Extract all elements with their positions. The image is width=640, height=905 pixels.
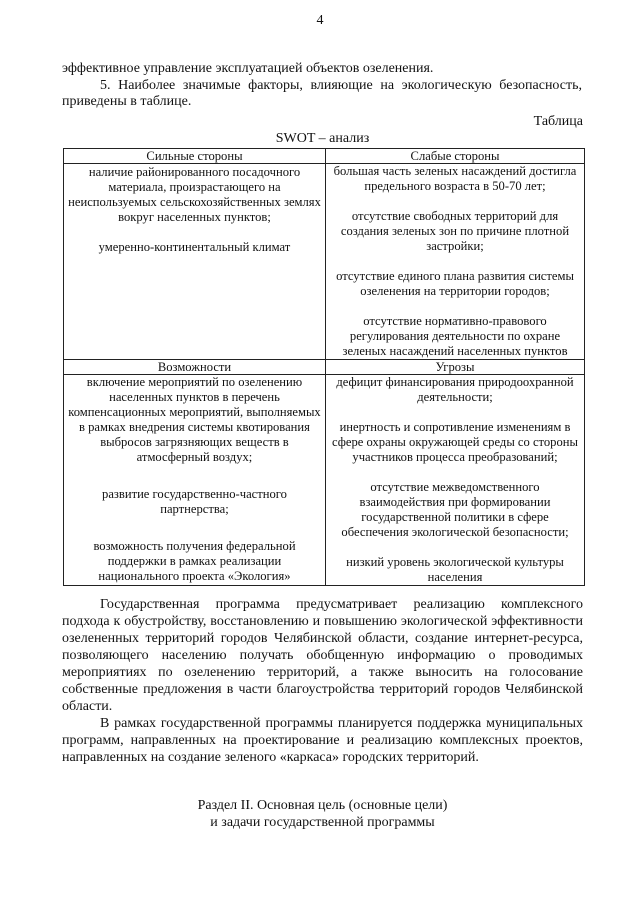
threat-item: дефицит финансирования природоохранной деятельности; [336, 375, 574, 404]
strength-item: наличие районированного посадочного материала, произрастающего на неиспользуемых сельскохозяйственных землях вокруг населенных пунктов; [68, 165, 321, 224]
opportunities-cell [64, 375, 326, 586]
header-opportunities: Возможности [64, 360, 326, 375]
section-heading [62, 797, 583, 831]
table-title: SWOT – анализ [275, 131, 370, 146]
weakness-item: отсутствие нормативно-правового регулирования деятельности по охране зеленых насаждений населенных пунктов [342, 314, 568, 358]
weaknesses-cell [326, 164, 585, 360]
swot-table [63, 148, 585, 586]
paragraph-1: Государственная программа предусматривает реализацию комплексного подхода к обустройству, восстановлению и повышению экологической эффективности озелененных территорий городов Челябинской области, создание интернет-ресурса, позволяющего населению получать обобщенную информацию о проводимых мероприятиях по озеленению территорий, а также выносить на голосование собственные предложения в части благоустройства территорий городов Челябинской области. [62, 597, 583, 714]
table-label: Таблица [533, 114, 583, 129]
weakness-item: большая часть зеленых насаждений достигла предельного возраста в 50-70 лет; [333, 164, 577, 193]
opportunity-item: включение мероприятий по озеленению населенных пунктов в перечень компенсационных мероприятий, выполняемых в рамках внедрения системы квотирования выбросов загрязняющих веществ в атмосферный воздух; [68, 375, 321, 464]
paragraph-2: В рамках государственной программы планируется поддержка муниципальных программ, направленных на проектирование и реализацию комплексных проектов, направленных на создание зеленого «каркаса» городских территорий. [62, 716, 583, 765]
opportunity-item: возможность получения федеральной поддержки в рамках реализации национального проекта «Экология» [93, 539, 296, 583]
page-number: 4 [316, 13, 324, 28]
threats-cell [326, 375, 585, 586]
section-heading-line-1: Раздел II. Основная цель (основные цели) [197, 798, 448, 813]
intro-line-1: эффективное управление эксплуатацией объектов озеленения. [62, 61, 434, 76]
weakness-item: отсутствие единого плана развития системы озеленения на территории городов; [336, 269, 574, 298]
header-weaknesses: Слабые стороны [326, 149, 585, 164]
header-strengths: Сильные стороны [64, 149, 326, 164]
threat-item: низкий уровень экологической культуры населения [346, 555, 564, 584]
strength-item: умеренно-континентальный климат [98, 240, 291, 254]
threat-item: отсутствие межведомственного взаимодействия при формировании государственной политики в сфере обеспечения экологической безопасности; [341, 480, 569, 539]
section-heading-line-2: и задачи государственной программы [210, 815, 435, 830]
strengths-cell [64, 164, 326, 360]
header-threats: Угрозы [326, 360, 585, 375]
intro-text [62, 61, 582, 111]
threat-item: инертность и сопротивление изменениям в сфере охраны окружающей среды со стороны участников процесса преобразований; [332, 420, 578, 464]
weakness-item: отсутствие свободных территорий для создания зеленых зон по причине плотной застройки; [340, 209, 570, 253]
opportunity-item: развитие государственно-частного партнерства; [102, 487, 287, 516]
intro-item-5: 5. Наиболее значимые факторы, влияющие на экологическую безопасность, приведены в таблице. [62, 77, 582, 109]
body-text [62, 596, 583, 766]
